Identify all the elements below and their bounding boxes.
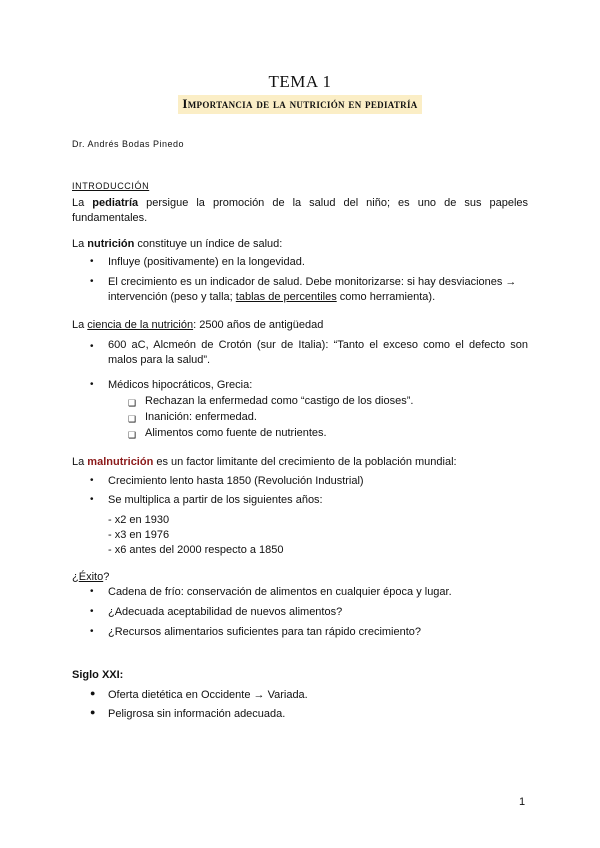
text-span: es un factor limitante del crecimiento de la población mundial: (153, 456, 457, 468)
list-item (108, 275, 528, 305)
sub-list-item: Rechazan la enfermedad como “castigo de los dioses”. (145, 395, 414, 407)
list-item: Cadena de frío: conservación de alimentos en cualquier época y lugar. (108, 586, 452, 598)
bold-term-pediatria: pediatría (92, 197, 139, 209)
text-span: La (72, 456, 88, 468)
square-bullet-icon: ❑ (128, 398, 137, 408)
list-item: ¿Recursos alimentarios suficientes para tan rápido crecimiento? (108, 626, 422, 638)
sub-list-item: Inanición: enfermedad. (145, 411, 257, 423)
list-item: Se multiplica a partir de los siguientes años: (108, 494, 323, 506)
bullet-icon: • (90, 494, 94, 505)
text-span: : 2500 años de antigüedad (193, 319, 324, 331)
document-title: TEMA 1 (268, 72, 332, 91)
bullet-icon: • (90, 379, 94, 390)
paragraph-ciencia (72, 318, 528, 333)
list-item: Médicos hipocráticos, Grecia: (108, 379, 253, 391)
list-item: ¿Adecuada aceptabilidad de nuevos alimentos? (108, 606, 343, 618)
underlined-term: tablas de percentiles (235, 291, 337, 303)
paragraph-pediatria (72, 196, 528, 226)
text-span: La (72, 238, 88, 250)
author: Dr. Andrés Bodas Pinedo (72, 139, 185, 149)
round-bullet-icon: ● (90, 688, 96, 698)
bullet-icon: • (90, 256, 94, 267)
bullet-icon: • (90, 626, 94, 637)
list-item: Oferta dietética en Occidente → Variada. (108, 689, 308, 701)
highlighted-term-malnutricion: malnutrición (87, 456, 154, 468)
text-span: ? (103, 571, 110, 583)
subtitle-wrapper (0, 95, 600, 114)
text-span: constituye un índice de salud: (134, 238, 283, 250)
paragraph-exito (72, 570, 528, 585)
square-bullet-icon: ❑ (128, 430, 137, 440)
underlined-term: Éxito (78, 571, 104, 583)
dash-item: - x6 antes del 2000 respecto a 1850 (108, 544, 284, 556)
section-header-siglo: Siglo XXI: (72, 669, 124, 681)
section-header-intro: INTRODUCCIÓN (72, 181, 150, 191)
bullet-icon: • (90, 475, 94, 486)
round-bullet-icon: ● (90, 707, 96, 717)
bullet-icon: • (90, 606, 94, 617)
bullet-icon: • (90, 586, 94, 597)
list-item: Peligrosa sin información adecuada. (108, 708, 286, 720)
text-span: como herramienta). (336, 291, 436, 303)
list-item: Influye (positivamente) en la longevidad. (108, 256, 305, 268)
underlined-term: ciencia de la nutrición (87, 319, 194, 331)
text-span: El crecimiento es un indicador de salud. Debe monitorizarse: si hay desviaciones → intervención (peso y talla; (108, 276, 517, 303)
sub-list-item: Alimentos como fuente de nutrientes. (145, 427, 327, 439)
list-item: 600 aC, Alcmeón de Crotón (sur de Italia): “Tanto el exceso como el defecto son malos para la salud”. (108, 339, 528, 366)
document-subtitle: Importancia de la nutrición en pediatría (178, 95, 421, 114)
list-item: Crecimiento lento hasta 1850 (Revolución Industrial) (108, 475, 364, 487)
text-span: La (72, 197, 93, 209)
dash-item: - x3 en 1976 (108, 529, 170, 541)
bullet-icon: • (90, 341, 94, 352)
bullet-icon: • (90, 276, 94, 287)
text-span: La (72, 319, 88, 331)
text-span: ¿ (72, 571, 79, 583)
paragraph-malnutricion (72, 455, 528, 470)
page-number: 1 (519, 796, 526, 808)
bold-term-nutricion: nutrición (87, 238, 135, 250)
dash-item: - x2 en 1930 (108, 514, 170, 526)
text-span: persigue la promoción de la salud del niño; es uno de sus papeles fundamentales. (72, 197, 529, 224)
square-bullet-icon: ❑ (128, 414, 137, 424)
paragraph-nutricion (72, 237, 528, 252)
